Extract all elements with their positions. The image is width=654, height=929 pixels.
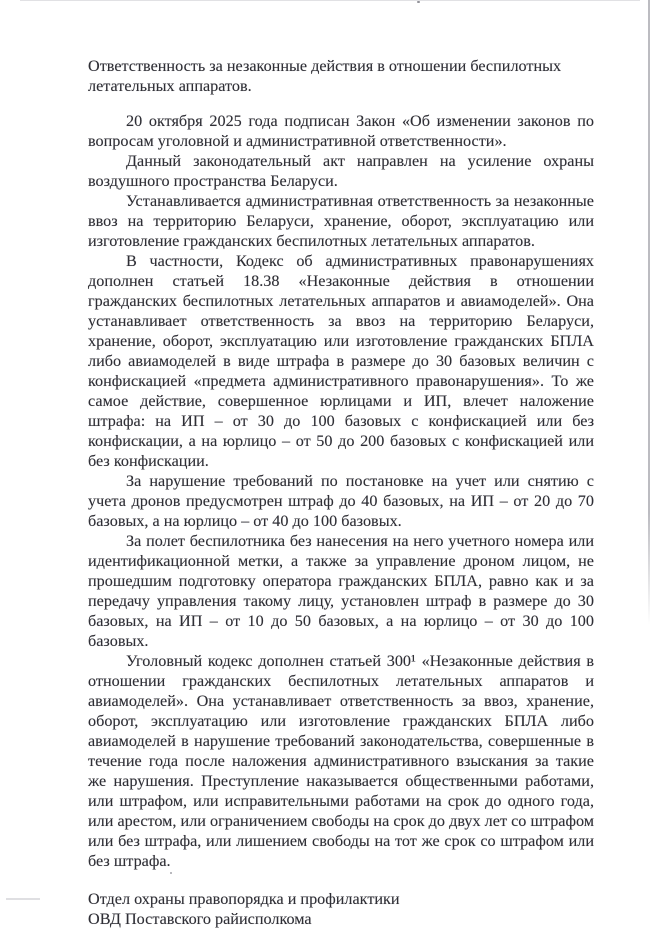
scan-edge-line-top — [20, 0, 640, 1]
scan-smudge — [6, 898, 40, 900]
paragraph: Устанавливается административная ответственность за незаконные ввоз на территорию Беларуси, хранение, оборот, эксплуатацию или изготовление гражданских беспилотных летательных аппаратов. — [88, 192, 594, 250]
paragraph: Уголовный кодекс дополнен статьей 300¹ «Незаконные действия в отношении гражданских беспилотных летательных аппаратов и авиамоделей». Она устанавливает ответственность за ввоз, хранение, оборот, эксплуатацию или изготовление гражданских БПЛА либо авиамоделей в нарушение требований законодательства, совершенные в течение года после наложения административного взыскания за такие же нарушения. Преступление наказывается общественными работами, или штрафом, или исправительными работами на срок до одного года, или арестом, или ограничением свободы на срок до двух лет со штрафом или без штрафа, или лишением свободы на тот же срок со штрафом или без штрафа. — [88, 652, 594, 870]
paragraph: За нарушение требований по постановке на учет или снятию с учета дронов предусмотрен штраф до 40 базовых, на ИП – от 20 до 70 базовых, а на юрлицо – от 40 до 100 базовых. — [88, 472, 594, 530]
document-title: Ответственность за незаконные действия в отношении беспилотных летательных аппаратов. — [88, 57, 562, 95]
paragraph: В частности, Кодекс об административных правонарушениях дополнен статьей 18.38 «Незаконные действия в отношении гражданских беспилотных летательных аппаратов и авиамоделей». Она устанавливает ответственность за ввоз на территорию Беларуси, хранение, оборот, эксплуатацию или изготовление гражданских БПЛА либо авиамоделей в виде штрафа в размере до 30 базовых величин с конфискацией «предмета административного правонарушения». То же самое действие, совершенное юрлицами и ИП, влечет наложение штрафа: на ИП – от 30 до 100 базовых с конфискацией или без конфискации, а на юрлицо – от 50 до 200 базовых с конфискацией или без конфискации. — [88, 252, 594, 470]
signature-line-organization: ОВД Поставского райисполкома — [88, 910, 312, 928]
signature-line-department: Отдел охраны правопорядка и профилактики — [88, 890, 400, 908]
scan-speck — [417, 1, 420, 3]
signature-block — [88, 889, 594, 929]
paragraph: Данный законодательный акт направлен на усиление охраны воздушного пространства Беларуси. — [88, 152, 594, 190]
paragraph: За полет беспилотника без нанесения на него учетного номера или идентификационной метки, а также за управление дроном лицом, не прошедшим подготовку оператора гражданских БПЛА, равно как и за передачу управления такому лицу, установлен штраф в размере до 30 базовых, на ИП – от 10 до 50 базовых, а на юрлицо – от 30 до 100 базовых. — [88, 532, 594, 650]
paragraph: 20 октября 2025 года подписан Закон «Об изменении законов по вопросам уголовной и административной ответственности». — [88, 112, 594, 150]
scan-speck — [170, 872, 172, 874]
scan-edge-line-right — [648, 0, 650, 625]
